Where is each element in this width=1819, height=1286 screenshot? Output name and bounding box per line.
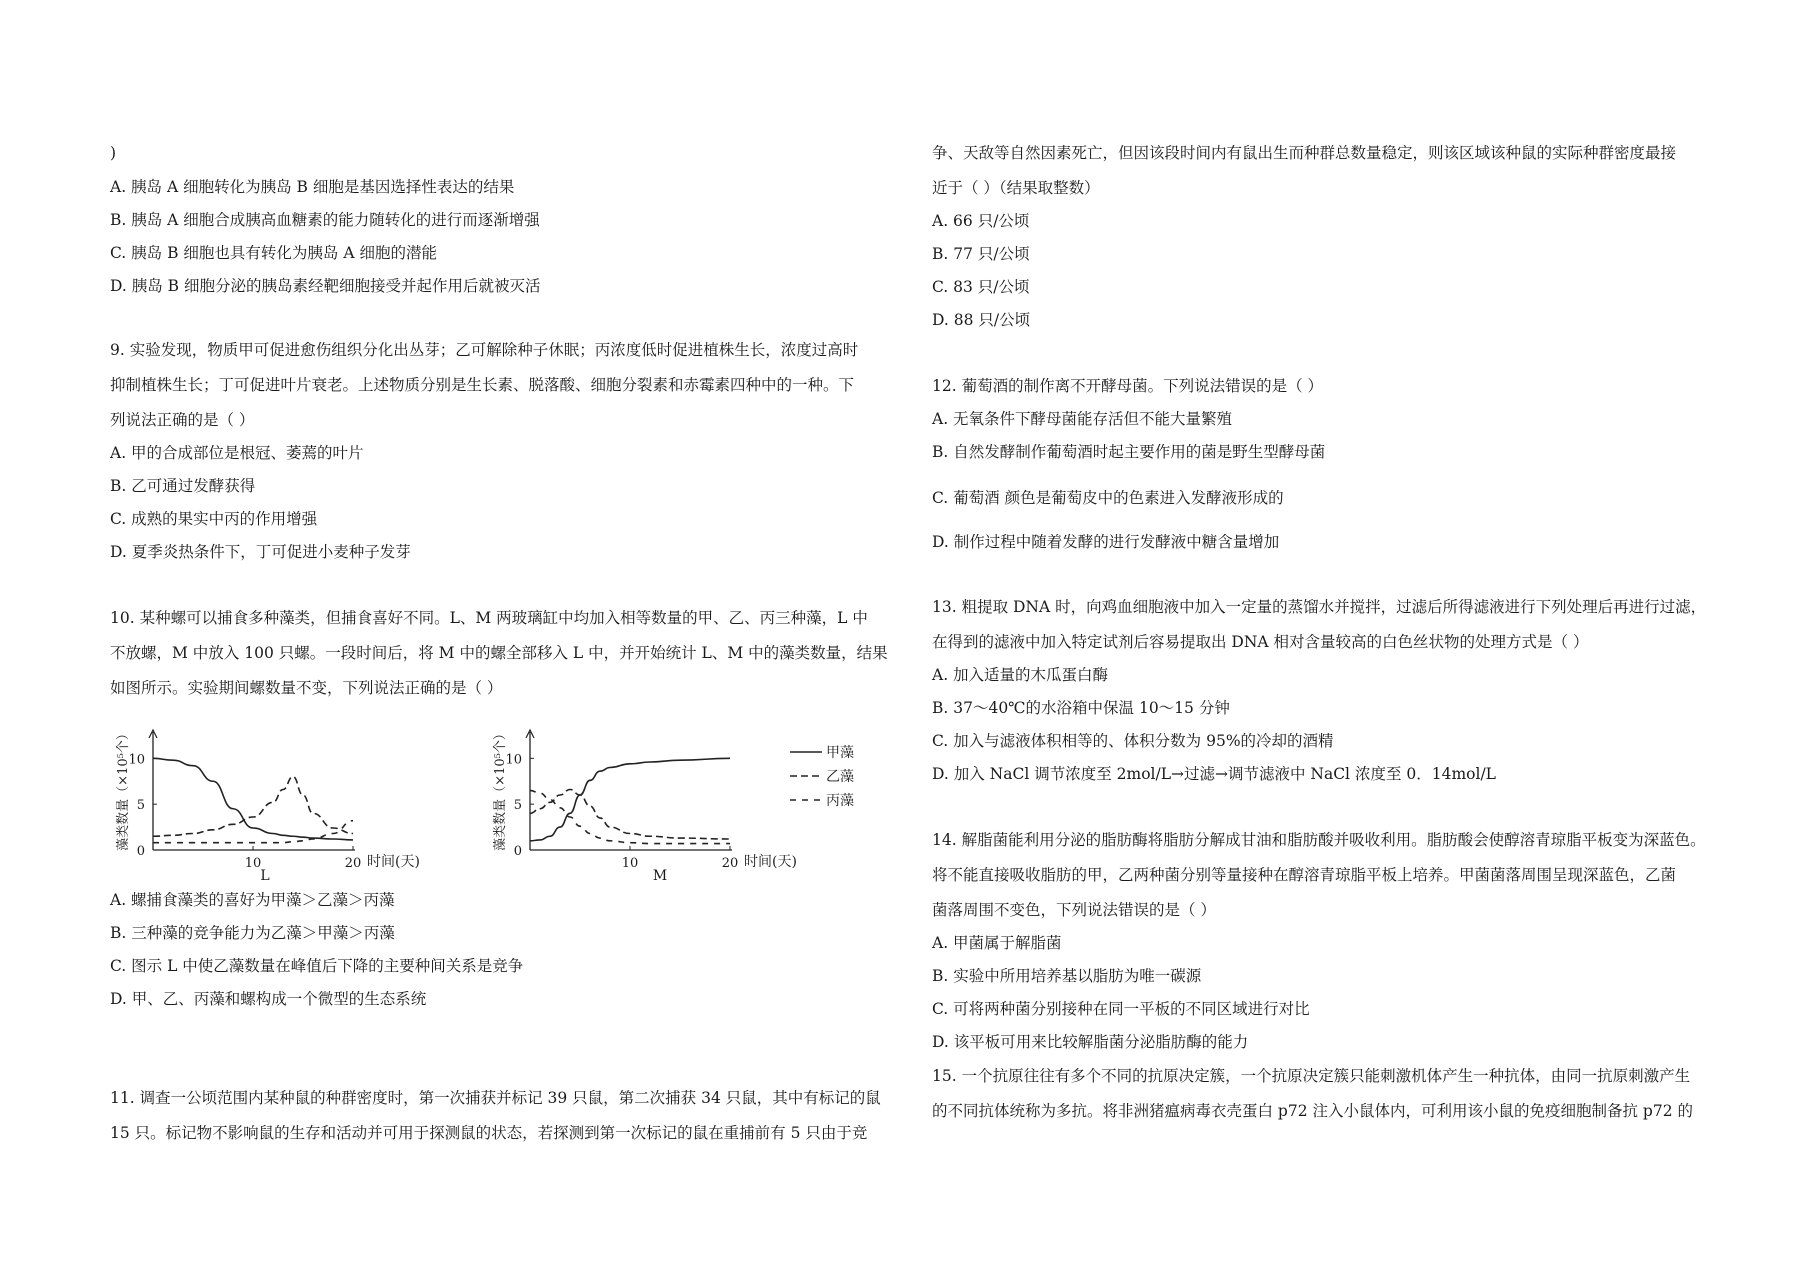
q13-option-c: C. 加入与滤液体积相等的、体积分数为 95%的冷却的酒精 [932,732,1334,750]
series-line-bing [530,790,730,843]
q15-stem-line: 15. 一个抗原往往有多个不同的抗原决定簇，一个抗原决定簇只能刺激机体产生一种抗体，由同一抗原刺激产生 [932,1067,1691,1085]
x-axis-label: 时间(天) [744,854,797,870]
series-line-yi [530,790,730,840]
q10-option-a: A. 螺捕食藻类的喜好为甲藻＞乙藻＞丙藻 [110,891,395,909]
q13-option-b: B. 37～40℃的水浴箱中保温 10～15 分钟 [932,699,1230,717]
q13-stem-line: 在得到的滤液中加入特定试剂后容易提取出 DNA 相对含量较高的白色丝状物的处理方式是（ ） [932,633,1589,651]
q8-option-b: B. 胰岛 A 细胞合成胰高血糖素的能力随转化的进行而逐渐增强 [110,211,540,229]
q15-stem-line: 的不同抗体统称为多抗。将非洲猪瘟病毒衣壳蛋白 p72 注入小鼠体内，可利用该小鼠的免疫细胞制备抗 p72 的 [932,1102,1694,1120]
q9-option-d: D. 夏季炎热条件下，丁可促进小麦种子发芽 [110,543,411,561]
q9-option-c: C. 成熟的果实中丙的作用增强 [110,510,318,528]
q11-stem-line: 15 只。标记物不影响鼠的生存和活动并可用于探测鼠的状态，若探测到第一次标记的鼠在重捕前有 5 只由于竞 [110,1124,868,1142]
y-axis-label: 藻类数量（×10⁵个） [116,727,131,851]
q14-stem-line: 14. 解脂菌能利用分泌的脂肪酶将脂肪分解成甘油和脂肪酸并吸收利用。脂肪酸会使醇溶青琼脂平板变为深蓝色。 [932,831,1706,849]
q9-option-a: A. 甲的合成部位是根冠、萎蔫的叶片 [110,444,364,462]
q11-option-d: D. 88 只/公顷 [932,311,1031,329]
q14-stem-line: 将不能直接吸收脂肪的甲，乙两种菌分别等量接种在醇溶青琼脂平板上培养。甲菌菌落周围呈现深蓝色，乙菌 [932,866,1677,884]
panel-title: L [260,868,270,884]
q14-option-b: B. 实验中所用培养基以脂肪为唯一碳源 [932,967,1202,985]
q14-option-a: A. 甲菌属于解脂菌 [932,934,1062,952]
q14-option-c: C. 可将两种菌分别接种在同一平板的不同区域进行对比 [932,1000,1310,1018]
q9-stem-line: 9. 实验发现，物质甲可促进愈伤组织分化出丛芽；乙可解除种子休眠；丙浓度低时促进植株生长，浓度过高时 [110,341,859,359]
y-tick-label: 5 [136,798,145,814]
q10-option-d: D. 甲、乙、丙藻和螺构成一个微型的生态系统 [110,990,427,1008]
q12-option-d: D. 制作过程中随着发酵的进行发酵液中糖含量增加 [932,533,1280,551]
series-line-jia [530,758,730,841]
panel-title: M [652,868,668,884]
q11-cont-line: 近于（ ）（结果取整数） [932,179,1100,197]
q14-stem-line: 菌落周围不变色，下列说法错误的是（ ） [932,901,1216,919]
y-tick-label: 10 [128,752,145,768]
x-axis-label: 时间(天) [367,854,420,870]
q9-stem-line: 列说法正确的是（ ） [110,411,255,429]
algae-charts [110,712,870,888]
x-tick-label: 10 [244,856,262,871]
q8-option-d: D. 胰岛 B 细胞分泌的胰岛素经靶细胞接受并起作用后就被灭活 [110,277,541,295]
q9-option-b: B. 乙可通过发酵获得 [110,477,256,495]
q12-option-a: A. 无氧条件下酵母菌能存活但不能大量繁殖 [932,410,1233,428]
y-tick-label: 0 [513,844,522,859]
q14-option-d: D. 该平板可用来比较解脂菌分泌脂肪酶的能力 [932,1033,1249,1051]
legend-label: 甲藻 [826,745,854,761]
q13-option-d: D. 加入 NaCl 调节浓度至 2mol/L→过滤→调节滤液中 NaCl 浓度至 0．14mol/L [932,765,1496,783]
legend-label: 乙藻 [826,769,854,785]
q10-stem-line: 如图所示。实验期间螺数量不变，下列说法正确的是（ ） [110,679,503,697]
legend-label: 丙藻 [826,793,854,809]
series-line-bing [153,821,353,843]
q11-option-c: C. 83 只/公顷 [932,278,1030,296]
q10-option-c: C. 图示 L 中使乙藻数量在峰值后下降的主要种间关系是竞争 [110,957,524,975]
q13-option-a: A. 加入适量的木瓜蛋白酶 [932,666,1109,684]
y-tick-label: 5 [513,798,522,814]
series-line-jia [153,758,353,840]
q10-stem-line: 10. 某种螺可以捕食多种藻类，但捕食喜好不同。L、M 两玻璃缸中均加入相等数量的甲、乙、丙三种藻，L 中 [110,609,868,627]
q8-option-c: C. 胰岛 B 细胞也具有转化为胰岛 A 细胞的潜能 [110,244,437,262]
q12-option-b: B. 自然发酵制作葡萄酒时起主要作用的菌是野生型酵母菌 [932,443,1326,461]
x-tick-label: 20 [344,856,362,871]
x-tick-label: 20 [721,856,739,871]
q11-option-a: A. 66 只/公顷 [932,212,1030,230]
q11-option-b: B. 77 只/公顷 [932,245,1030,263]
q12-option-c: C. 葡萄酒 颜色是葡萄皮中的色素进入发酵液形成的 [932,489,1284,507]
q8-option-a: A. 胰岛 A 细胞转化为胰岛 B 细胞是基因选择性表达的结果 [110,178,515,196]
q8-tail: ) [110,144,117,162]
q13-stem-line: 13. 粗提取 DNA 时，向鸡血细胞液中加入一定量的蒸馏水并搅拌，过滤后所得滤液进行下列处理后再进行过滤， [932,598,1707,616]
q11-cont-line: 争、天敌等自然因素死亡，但因该段时间内有鼠出生而种群总数量稳定，则该区域该种鼠的实际种群密度最接 [932,144,1677,162]
q10-option-b: B. 三种藻的竞争能力为乙藻＞甲藻＞丙藻 [110,924,395,942]
x-tick-label: 10 [621,856,639,871]
y-tick-label: 0 [136,844,145,859]
q12-stem: 12. 葡萄酒的制作离不开酵母菌。下列说法错误的是（ ） [932,377,1324,395]
q11-stem-line: 11. 调查一公顷范围内某种鼠的种群密度时，第一次捕获并标记 39 只鼠，第二次捕获 34 只鼠，其中有标记的鼠 [110,1089,881,1107]
y-axis-label: 藻类数量（×10⁵个） [493,727,508,851]
q10-stem-line: 不放螺，M 中放入 100 只螺。一段时间后，将 M 中的螺全部移入 L 中，并开始统计 L、M 中的藻类数量，结果 [110,644,888,662]
y-tick-label: 10 [505,752,522,768]
q9-stem-line: 抑制植株生长；丁可促进叶片衰老。上述物质分别是生长素、脱落酸、细胞分裂素和赤霉素四种中的一种。下 [110,376,855,394]
